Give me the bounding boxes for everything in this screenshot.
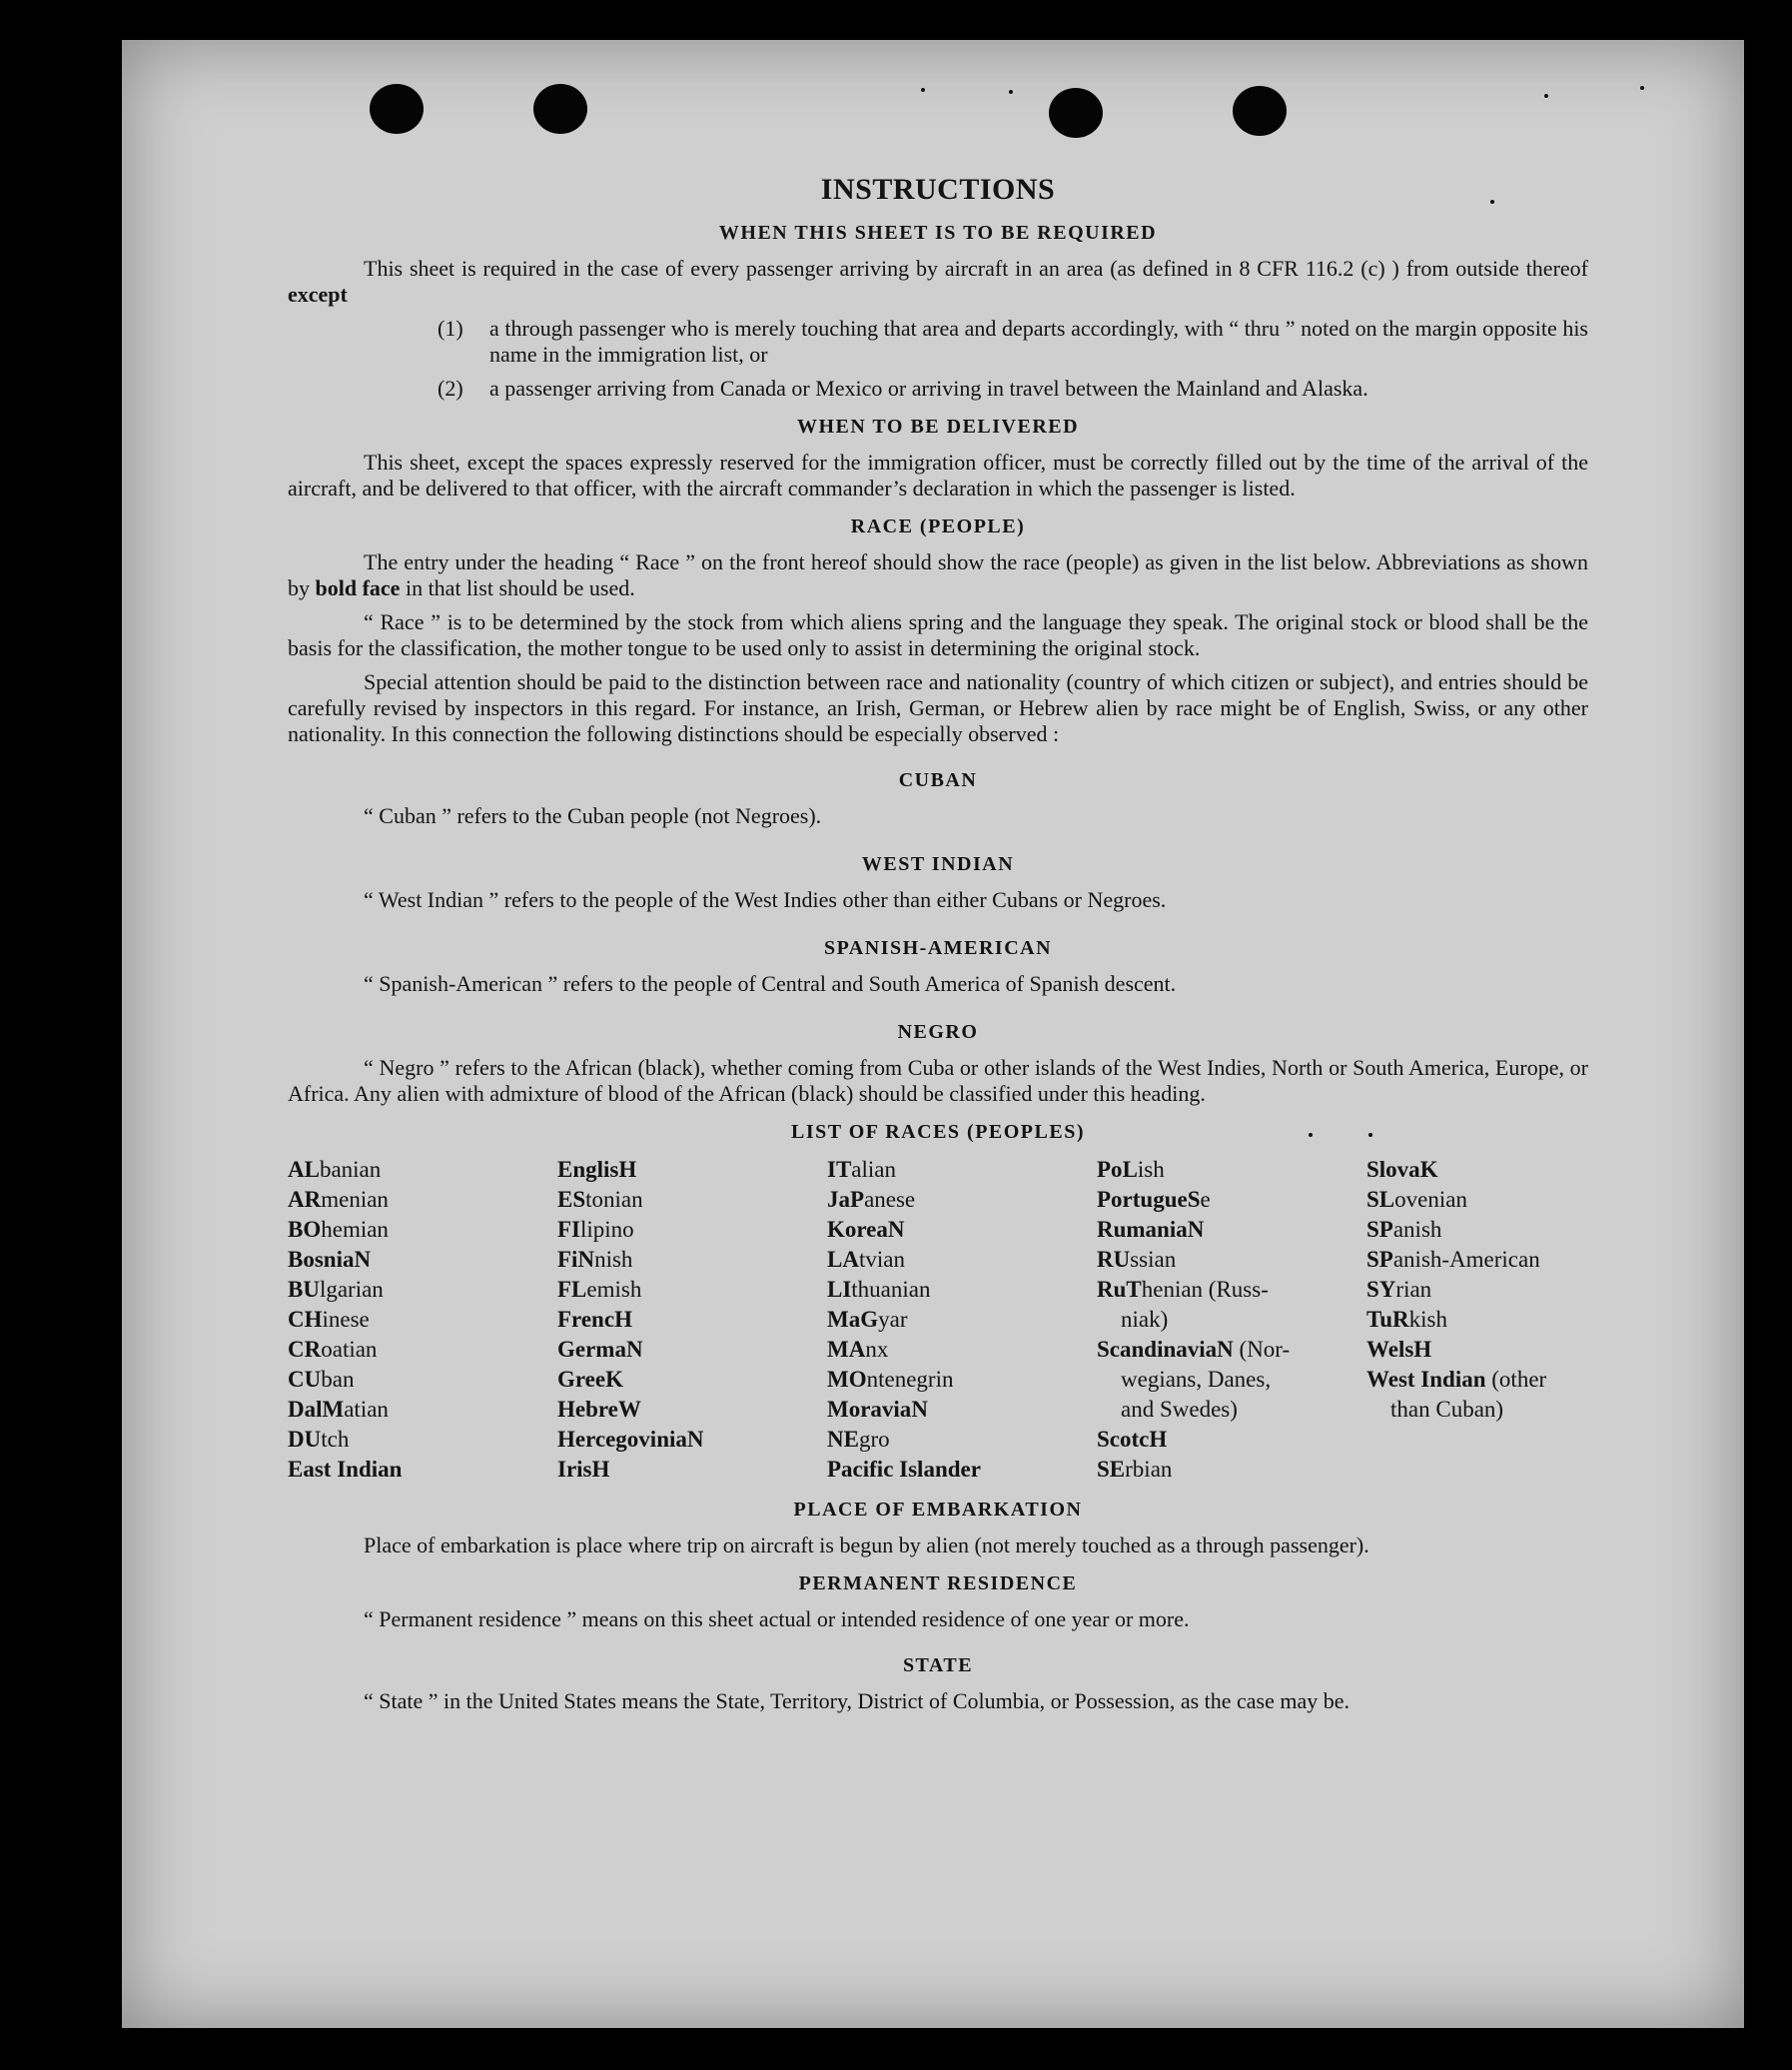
race-entry: than Cuban)	[1390, 1397, 1504, 1422]
race-entry: SLovenian	[1366, 1187, 1467, 1212]
race-entry: PoLish	[1097, 1157, 1165, 1182]
race-entry: RUssian	[1097, 1247, 1177, 1272]
page-title: INSTRUCTIONS	[820, 173, 1056, 206]
west-indian-text: “ West Indian ” refers to the people of the West Indies other than either Cubans or Negroes.	[364, 887, 1167, 912]
section-heading-race: RACE (PEOPLE)	[850, 516, 1026, 537]
exception-item: (2) a passenger arriving from Canada or Mexico or arriving in travel between the Mainland and Alaska.	[438, 376, 1368, 401]
section-heading-residence: PERMANENT RESIDENCE	[798, 1572, 1078, 1594]
race-entry: East Indian	[288, 1457, 403, 1482]
race-entry: FrencH	[557, 1307, 632, 1332]
race-entry: FiNnish	[557, 1247, 633, 1272]
section-heading-required: WHEN THIS SHEET IS TO BE REQUIRED	[718, 222, 1158, 244]
race-entry: HercegoviniaN	[557, 1427, 704, 1452]
race-entry: DUtch	[288, 1427, 350, 1452]
embarkation-text: Place of embarkation is place where trip on aircraft is begun by alien (not merely touched as a through passenger).	[364, 1533, 1369, 1557]
section-heading-negro: NEGRO	[897, 1021, 979, 1043]
section-heading-cuban: CUBAN	[898, 769, 978, 791]
race-entry: ALbanian	[288, 1157, 382, 1182]
race-entry: BosniaN	[288, 1247, 372, 1272]
race-entry: ITalian	[827, 1157, 896, 1182]
race-entry: EStonian	[557, 1187, 643, 1212]
race-column	[557, 1155, 827, 1485]
race-column	[1097, 1155, 1366, 1485]
race-entry: MAnx	[827, 1337, 889, 1362]
race-entry: MaGyar	[827, 1307, 908, 1332]
scan-speck	[921, 88, 925, 92]
residence-text: “ Permanent residence ” means on this sheet actual or intended residence of one year or more.	[364, 1606, 1190, 1631]
race-entry: TuRkish	[1366, 1307, 1447, 1332]
punch-hole	[370, 84, 424, 134]
section-heading-state: STATE	[902, 1654, 974, 1676]
exception-item: (1) a through passenger who is merely touching that area and departs accordingly, with “ thru ” noted on the margin opposite his name in the immigration list, or	[438, 316, 1588, 367]
race-entry: BOhemian	[288, 1217, 389, 1242]
race-entry: IrisH	[557, 1457, 610, 1482]
race-list	[288, 1155, 1588, 1485]
section-heading-spanish-american: SPANISH-AMERICAN	[823, 937, 1053, 959]
race-entry: RuThenian (Russ-	[1097, 1277, 1269, 1302]
race-entry: HebreW	[557, 1397, 641, 1422]
scan-speck	[1009, 90, 1013, 94]
race-entry: ScotcH	[1097, 1427, 1168, 1452]
race-entry: FLemish	[557, 1277, 642, 1302]
punch-hole	[1049, 88, 1103, 138]
section-heading-list-of-races: LIST OF RACES (PEOPLES)	[790, 1121, 1085, 1143]
race-entry: CRoatian	[288, 1337, 378, 1362]
race-paragraph-2: “ Race ” is to be determined by the stock from which aliens spring and the language they speak. The original stock or blood shall be the basis for the classification, the mother tongue to be used only to assist in determining the original stock.	[288, 609, 1588, 660]
race-entry: LAtvian	[827, 1247, 905, 1272]
race-entry: GermaN	[557, 1337, 643, 1362]
scan-speck	[1640, 86, 1644, 90]
race-entry: BUlgarian	[288, 1277, 384, 1302]
race-entry: MoraviaN	[827, 1397, 928, 1422]
race-entry: JaPanese	[827, 1187, 916, 1212]
race-entry: West Indian (other	[1366, 1367, 1547, 1392]
race-entry: WelsH	[1366, 1337, 1432, 1362]
race-entry: GreeK	[557, 1367, 623, 1392]
race-entry: SYrian	[1366, 1277, 1432, 1302]
race-entry: CUban	[288, 1367, 355, 1392]
negro-text: “ Negro ” refers to the African (black), whether coming from Cuba or other islands of the West Indies, North or South America, Europe, or Africa. Any alien with admixture of blood of the African (black) should be classified under this heading.	[288, 1055, 1588, 1106]
race-column	[1366, 1155, 1588, 1485]
race-entry: ScandinaviaN (Nor-	[1097, 1337, 1291, 1362]
race-entry: SPanish-American	[1366, 1247, 1540, 1272]
race-entry: FIlipino	[557, 1217, 634, 1242]
section-heading-west-indian: WEST INDIAN	[861, 853, 1015, 875]
race-column	[827, 1155, 1097, 1485]
race-entry: SPanish	[1366, 1217, 1442, 1242]
race-entry: SlovaK	[1366, 1157, 1438, 1182]
race-entry: CHinese	[288, 1307, 370, 1332]
state-text: “ State ” in the United States means the State, Territory, District of Columbia, or Possession, as the case may be.	[364, 1688, 1350, 1713]
race-entry: DalMatian	[288, 1397, 389, 1422]
race-entry: PortugueSe	[1097, 1187, 1211, 1212]
instructions-document	[288, 172, 1588, 1714]
race-entry: EnglisH	[557, 1157, 637, 1182]
race-paragraph-3: Special attention should be paid to the distinction between race and nationality (country of which citizen or subject), and entries should be carefully revised by inspectors in this regard. For instance, an Irish, German, or Hebrew alien by race might be of English, Swiss, or any other nationality. In this connection the following distinctions should be especially observed :	[288, 669, 1588, 746]
race-entry: wegians, Danes,	[1121, 1367, 1272, 1392]
delivered-text: This sheet, except the spaces expressly reserved for the immigration officer, must be correctly filled out by the time of the arrival of the aircraft, and be delivered to that officer, with the aircraft commander’s declaration in which the passenger is listed.	[288, 450, 1588, 501]
race-entry: LIthuanian	[827, 1277, 931, 1302]
race-entry: RumaniaN	[1097, 1217, 1205, 1242]
punch-hole	[533, 84, 587, 134]
race-entry: niak)	[1121, 1307, 1169, 1332]
required-intro: This sheet is required in the case of every passenger arriving by aircraft in an area (as defined in 8 CFR 116.2 (c) ) from outside thereof except	[288, 256, 1588, 307]
race-entry: and Swedes)	[1121, 1397, 1238, 1422]
race-entry: ARmenian	[288, 1187, 389, 1212]
race-entry: MOntenegrin	[827, 1367, 954, 1392]
section-heading-delivered: WHEN TO BE DELIVERED	[796, 416, 1080, 438]
scan-speck	[1544, 94, 1548, 98]
spanish-american-text: “ Spanish-American ” refers to the people of Central and South America of Spanish descent.	[364, 971, 1177, 996]
race-entry: SErbian	[1097, 1457, 1173, 1482]
race-column	[288, 1155, 557, 1485]
race-entry: KoreaN	[827, 1217, 905, 1242]
section-heading-embarkation: PLACE OF EMBARKATION	[793, 1499, 1083, 1521]
cuban-text: “ Cuban ” refers to the Cuban people (not Negroes).	[364, 803, 822, 828]
race-paragraph-1: The entry under the heading “ Race ” on the front hereof should show the race (people) as given in the list below. Abbreviations as shown by bold face in that list should be used.	[288, 549, 1588, 600]
race-entry: Pacific Islander	[827, 1457, 981, 1482]
race-entry: NEgro	[827, 1427, 890, 1452]
punch-hole	[1233, 86, 1287, 136]
